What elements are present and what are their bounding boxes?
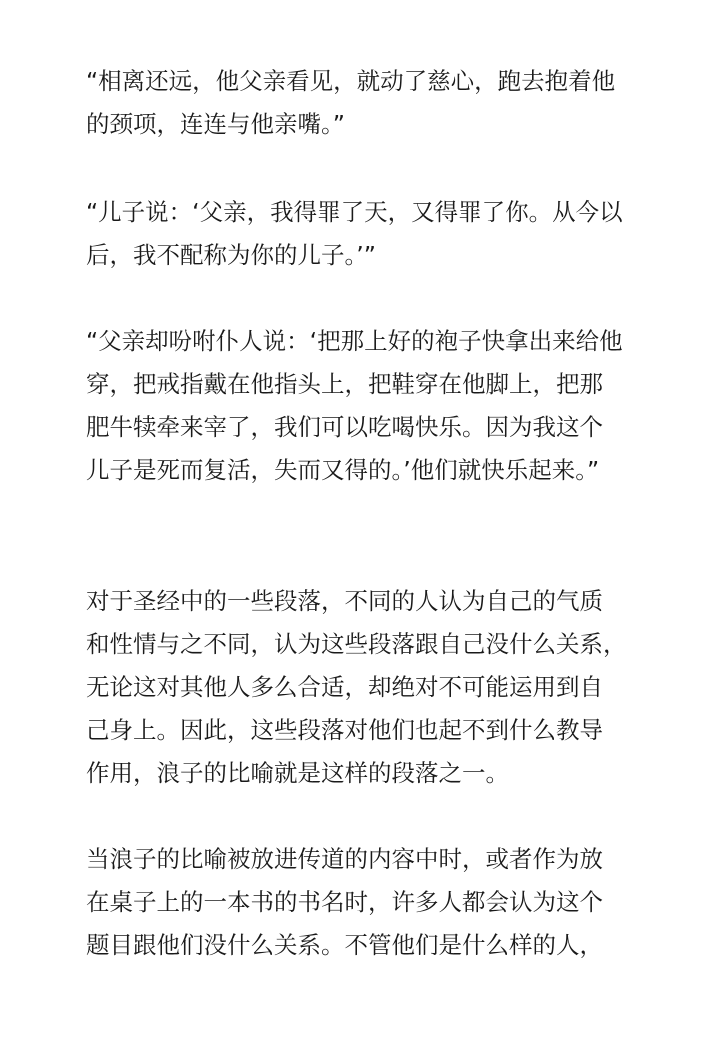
paragraph-quote-father-embrace: [86, 60, 615, 146]
text-line: “儿子说：‘父亲，我得罪了天，又得罪了你。从今以: [86, 198, 623, 226]
text-line: 题目跟他们没什么关系。不管他们是什么样的人，: [86, 931, 603, 959]
paragraph-commentary-prodigal: [86, 838, 603, 967]
paragraph-quote-father-celebration: [86, 320, 623, 492]
text-line: 穿，把戒指戴在他指头上，把鞋穿在他脚上，把那: [86, 370, 603, 398]
text-line: 儿子是死而复活，失而又得的。’他们就快乐起来。”: [86, 456, 600, 484]
paragraph-quote-son-confession: [86, 191, 623, 277]
text-line: “父亲却吩咐仆人说：‘把那上好的袍子快拿出来给他: [86, 327, 623, 355]
text-line: 肥牛犊牵来宰了，我们可以吃喝快乐。因为我这个: [86, 413, 603, 441]
paragraph-commentary-scripture: [86, 580, 627, 795]
text-line: 在桌子上的一本书的书名时，许多人都会认为这个: [86, 888, 603, 916]
text-line: 作用，浪子的比喻就是这样的段落之一。: [86, 759, 509, 787]
text-line: 后，我不配称为你的儿子。’”: [86, 241, 376, 269]
text-line: 对于圣经中的一些段落，不同的人认为自己的气质: [86, 587, 603, 615]
text-line: “相离还远，他父亲看见，就动了慈心，跑去抱着他: [86, 67, 616, 95]
text-line: 当浪子的比喻被放进传道的内容中时，或者作为放: [86, 845, 603, 873]
text-line: 己身上。因此，这些段落对他们也起不到什么教导: [86, 716, 603, 744]
text-line: 的颈项，连连与他亲嘴。”: [86, 110, 345, 138]
text-line: 无论这对其他人多么合适，却绝对不可能运用到自: [86, 673, 603, 701]
text-line: 和性情与之不同，认为这些段落跟自己没什么关系，: [86, 630, 627, 658]
